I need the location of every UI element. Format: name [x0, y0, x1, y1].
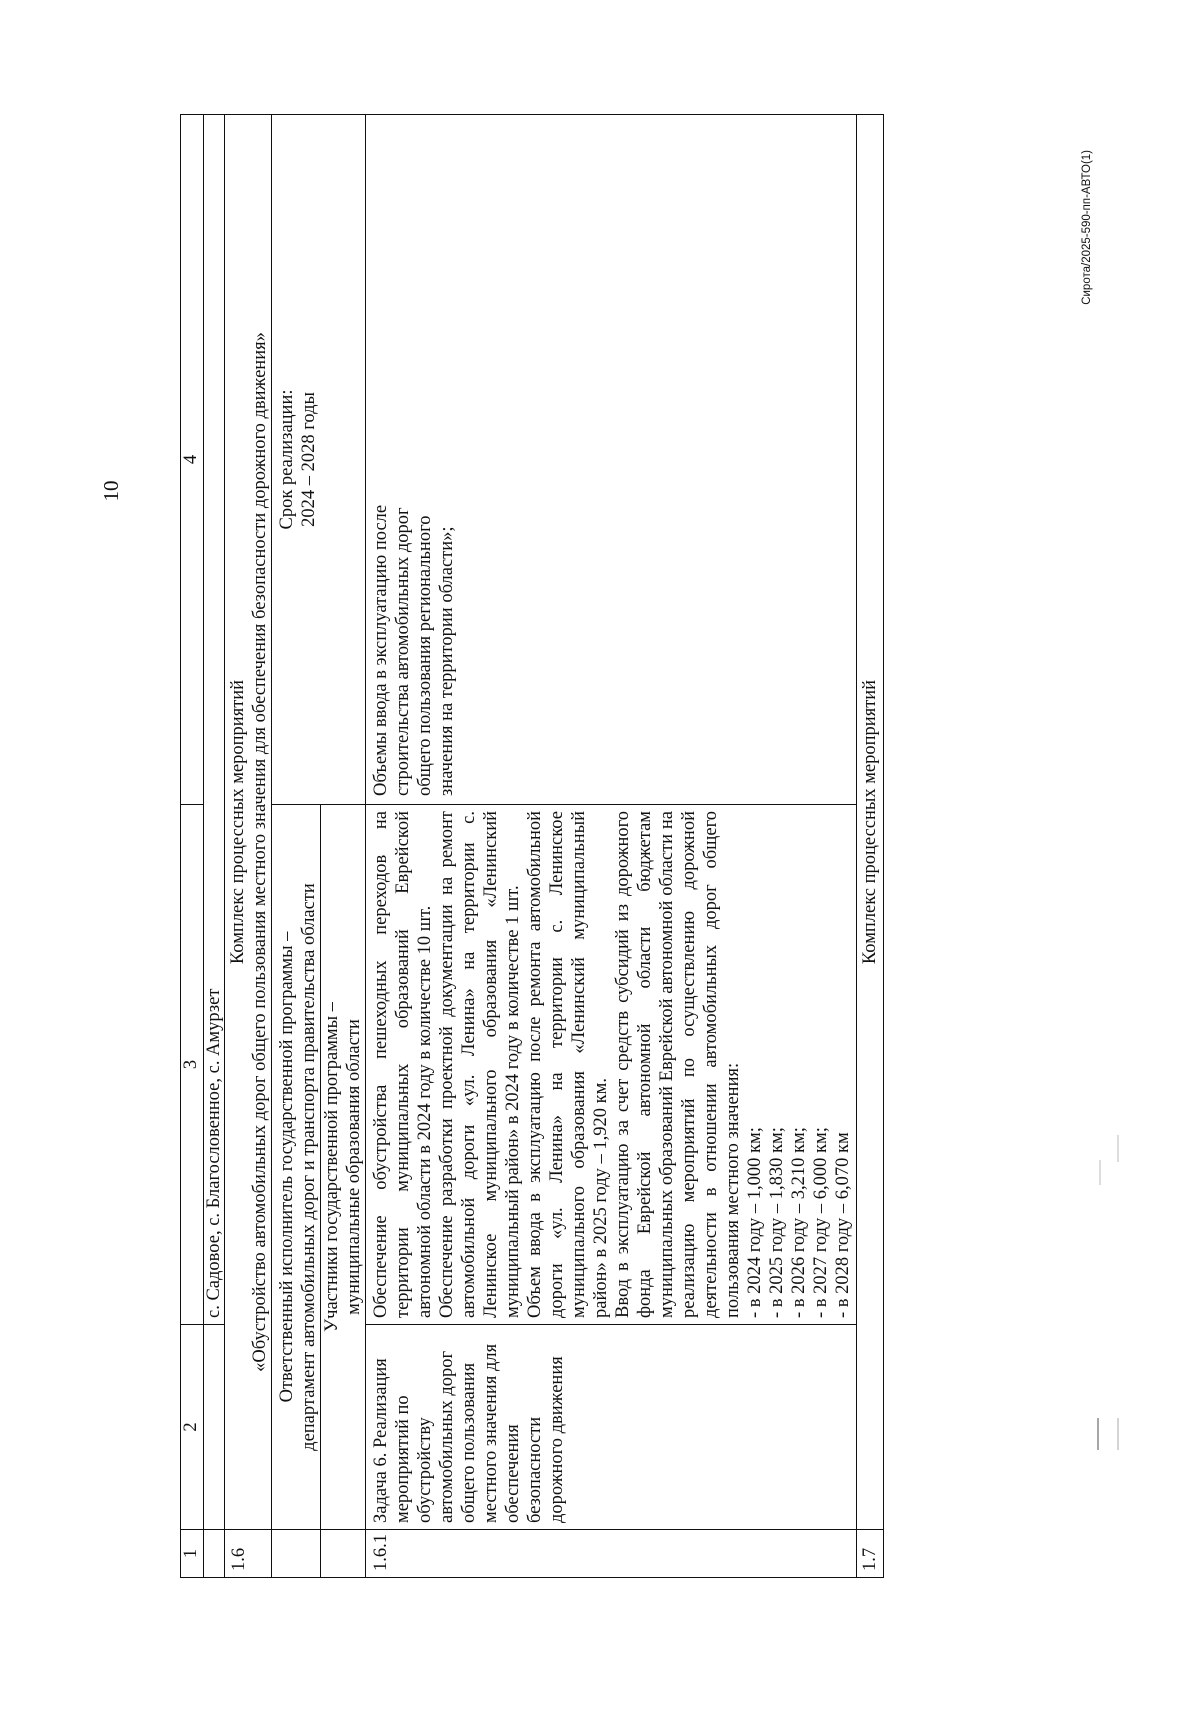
effect-paragraph-1: Обеспечение обустройства пешеходных переходов на территории муниципальных образований Еврейской автономной области в 2024 году в количестве 10 шт.	[371, 811, 435, 1318]
empty-cell	[204, 1530, 225, 1578]
row-number: 1.6.1	[366, 1530, 857, 1578]
indicator-text: Объемы ввода в эксплуатацию после строительства автомобильных дорог общего пользования регионального значения на территории области»;	[371, 504, 457, 796]
empty-cell	[272, 1530, 321, 1578]
program-table	[180, 114, 884, 1578]
locations-cell: с. Садовое, с. Благословенное, с. Амурзет	[204, 115, 225, 1325]
year-item: - в 2024 году – 1,000 км;	[745, 1127, 765, 1318]
header-col-3: 3	[181, 805, 204, 1325]
term-label: Срок реализации:	[277, 389, 297, 530]
header-col-1: 1	[181, 1530, 204, 1578]
complex-title: Комплекс процессных мероприятий	[228, 679, 248, 965]
responsible-line-1: Ответственный исполнитель государственной программы –	[277, 931, 297, 1403]
effect-paragraph-2: Обеспечение разработки проектной документации на ремонт автомобильной дороги «ул. Ленина» на территории с. Ленинское муниципального образования «Ленинский муниципальный район» в 2024 году в количестве 1 шт.	[437, 811, 523, 1318]
year-item: - в 2028 году – 6,070 км	[833, 1132, 853, 1318]
rotated-table-container	[180, 115, 1070, 1578]
table-row	[225, 115, 272, 1578]
complex-title-cell: Комплекс процессных мероприятий	[857, 115, 884, 1530]
header-col-4: 4	[181, 115, 204, 805]
participants-cell	[321, 805, 366, 1530]
table-row	[366, 115, 857, 1578]
row-number: 1.7	[857, 1530, 884, 1578]
complex-subtitle: «Обустройство автомобильных дорог общего пользования местного значения для обеспечения безопасности дорожного движения»	[250, 332, 270, 1372]
participants-line-2: муниципальные образования области	[344, 1019, 364, 1315]
effect-paragraph-4: Ввод в эксплуатацию за счет средств субсидий из дорожного фонда Еврейской автономной области бюджетам муниципальных образований Еврейской автономной области на реализацию мероприятий по осуществлению дорожной деятельности в отношении автомобильных дорог общего пользования местного значения:	[613, 811, 743, 1318]
year-item: - в 2027 году – 6,000 км;	[811, 1127, 831, 1318]
task-cell: Задача 6. Реализация мероприятий по обустройству автомобильных дорог общего пользования местного значения для обеспечения безопасности дорожного движения	[366, 1325, 857, 1530]
participants-line-1: Участники государственной программы –	[322, 1002, 342, 1332]
responsible-line-2: департамент автомобильных дорог и транспорта правительства области	[299, 883, 319, 1451]
effect-cell	[366, 805, 857, 1325]
indicator-cell	[366, 115, 857, 805]
table-row	[857, 115, 884, 1578]
table-row	[204, 115, 225, 1578]
responsible-cell	[272, 805, 321, 1530]
table-row	[272, 115, 321, 1578]
page-number: 10	[99, 480, 123, 502]
complex-title-cell	[225, 115, 272, 1530]
year-item: - в 2025 году – 1,830 км;	[767, 1127, 787, 1318]
header-col-2: 2	[181, 1325, 204, 1530]
row-number: 1.6	[225, 1530, 272, 1578]
term-value: 2024 – 2028 годы	[299, 392, 319, 527]
year-item: - в 2026 году – 3,210 км;	[789, 1127, 809, 1318]
empty-cell	[321, 1530, 366, 1578]
document-code: Сирота/2025-590-пп-АВТО(1)	[1081, 150, 1093, 305]
term-cell	[272, 115, 366, 805]
table-header-row	[181, 115, 204, 1578]
effect-paragraph-3: Объем ввода в эксплуатацию после ремонта автомобильной дороги «ул. Ленина» на территории с. Ленинское муниципального образования «Ленинский муниципальный район» в 2025 году – 1,920 км.	[525, 811, 611, 1318]
empty-cell	[204, 1325, 225, 1530]
